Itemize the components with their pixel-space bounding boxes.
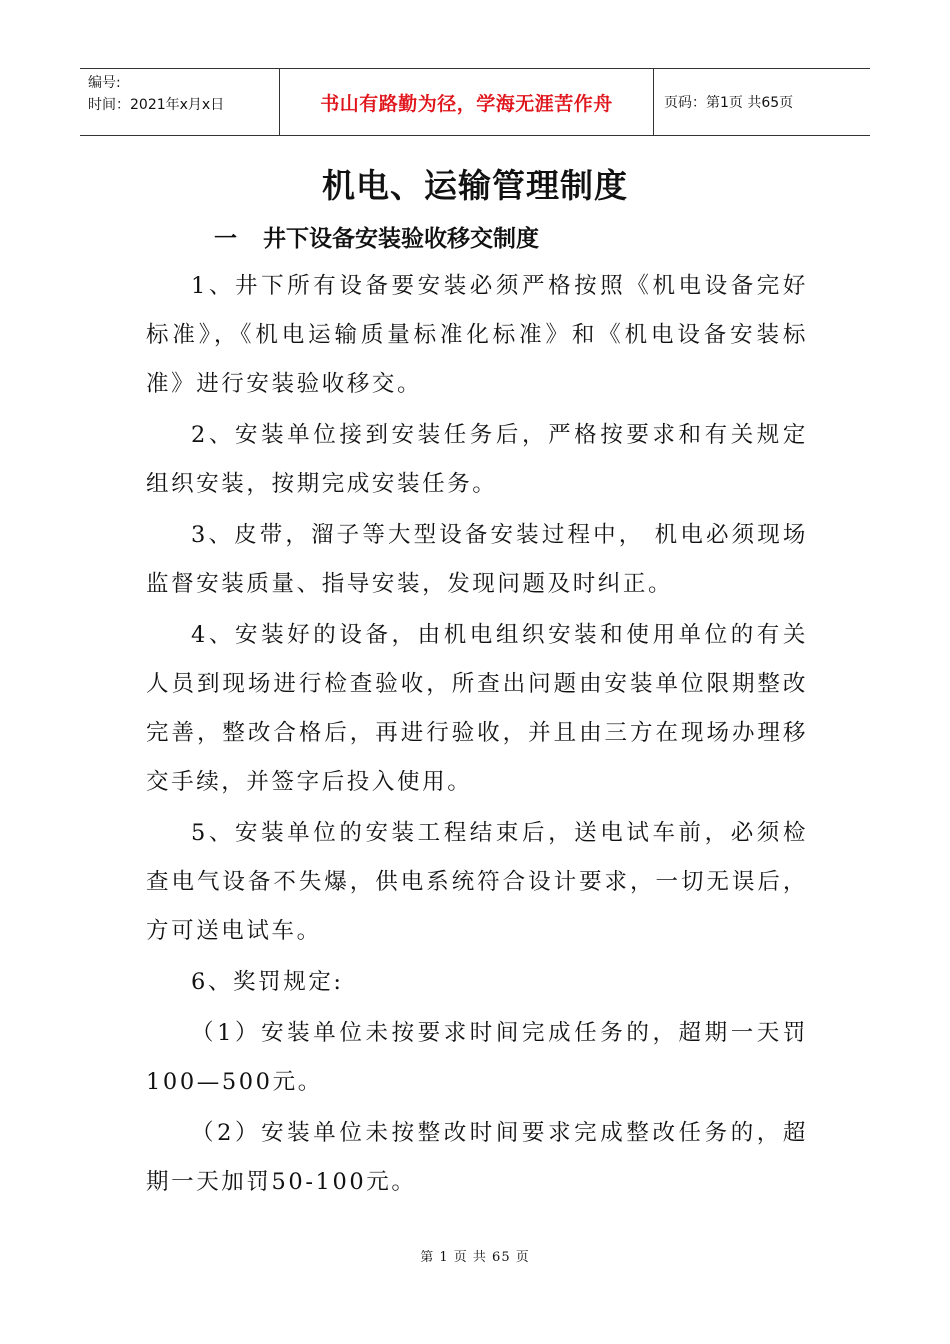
section-heading-text: 井下设备安装验收移交制度 [263, 226, 539, 252]
paragraph: 1、井下所有设备要安装必须严格按照《机电设备完好标准》，《机电运输质量标准化标准》和《机电设备安装标准》进行安装验收移交。 [146, 273, 808, 397]
document-time-label: 时间：2021年x月x日 [88, 97, 225, 113]
paragraph: 3、皮带，溜子等大型设备安装过程中， 机电必须现场监督安装质量、指导安装，发现问题及时纠正。 [146, 522, 808, 597]
paragraph: 2、安装单位接到安装任务后，严格按要求和有关规定组织安装，按期完成安装任务。 [146, 422, 808, 497]
section-heading [214, 220, 539, 253]
header-motto: 书山有路勤为径，学海无涯苦作舟 [280, 69, 654, 135]
section-number: 一 [214, 226, 237, 252]
paragraph: 4、安装好的设备，由机电组织安装和使用单位的有关人员到现场进行检查验收，所查出问题由安装单位限期整改完善，整改合格后，再进行验收，并且由三方在现场办理移交手续，并签字后投入使用。 [146, 622, 808, 795]
document-number-label: 编号: [88, 75, 121, 91]
paragraph: 5、安装单位的安装工程结束后，送电试车前，必须检查电气设备不失爆，供电系统符合设计要求，一切无误后，方可送电试车。 [146, 820, 808, 944]
header-table [80, 68, 870, 136]
header-meta [80, 69, 280, 135]
paragraph: 6、奖罚规定: [191, 969, 344, 995]
page-footer: 第 1 页 共 65 页 [420, 1250, 530, 1265]
document-title: 机电、运输管理制度 [322, 166, 628, 205]
document-body [146, 262, 808, 1209]
paragraph: （2）安装单位未按整改时间要求完成整改任务的，超期一天加罚50-100元。 [146, 1120, 808, 1195]
header-page-info: 页码：第1页 共65页 [664, 95, 794, 111]
paragraph: （1）安装单位未按要求时间完成任务的，超期一天罚100—500元。 [146, 1020, 808, 1095]
